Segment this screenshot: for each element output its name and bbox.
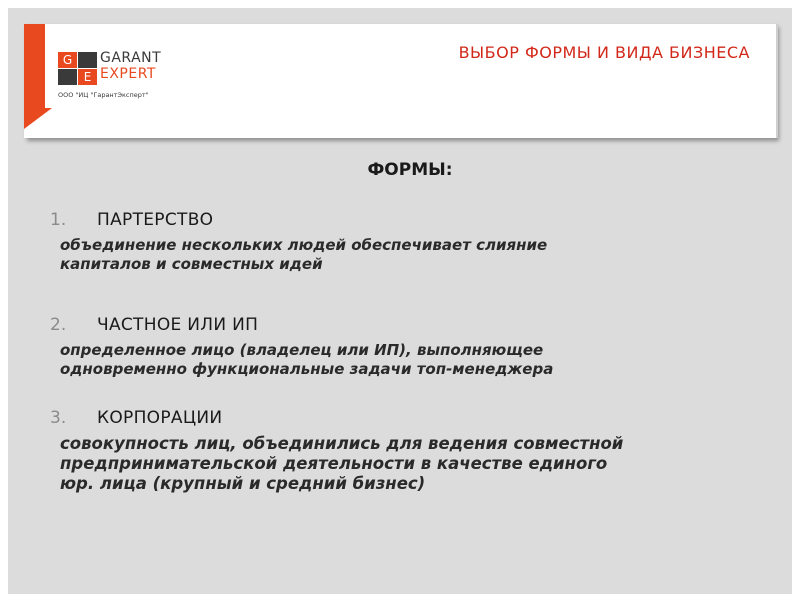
item-description [60, 434, 740, 494]
section-heading: ФОРМЫ: [367, 160, 453, 180]
description-line: объединение нескольких людей обеспечивает слияние [60, 236, 548, 254]
header-edge-line [776, 24, 778, 138]
item-number: 1. [50, 210, 67, 230]
item-heading: ПАРТЕРСТВО [97, 210, 214, 230]
item-heading: КОРПОРАЦИИ [97, 408, 223, 428]
slide-title: ВЫБОР ФОРМЫ И ВИДА БИЗНЕСА [458, 43, 750, 62]
item-heading: ЧАСТНОЕ ИЛИ ИП [97, 315, 259, 335]
logo-subtitle: ООО "ИЦ "ГарантЭксперт" [58, 91, 149, 99]
description-line: совокупность лиц, объединились для ведения совместной [60, 434, 624, 453]
logo-letter-e: E [78, 69, 97, 85]
logo-block [58, 69, 77, 85]
description-line: одновременно функциональные задачи топ-менеджера [60, 360, 554, 378]
logo-mark-icon [58, 52, 98, 86]
item-description [60, 236, 740, 274]
description-line: юр. лица (крупный и средний бизнес) [60, 474, 426, 493]
logo-line-expert: EXPERT [100, 66, 156, 82]
logo-line-garant: GARANT [100, 50, 162, 66]
description-line: предпринимательской деятельности в качестве единого [60, 454, 608, 473]
item-description [60, 341, 740, 379]
logo-block [78, 52, 97, 68]
logo-letter-g: G [58, 52, 77, 68]
item-number: 2. [50, 315, 67, 335]
logo-wordmark [100, 50, 161, 82]
description-line: капиталов и совместных идей [60, 255, 323, 273]
description-line: определенное лицо (владелец или ИП), выполняющее [60, 341, 544, 359]
item-number: 3. [50, 408, 67, 428]
